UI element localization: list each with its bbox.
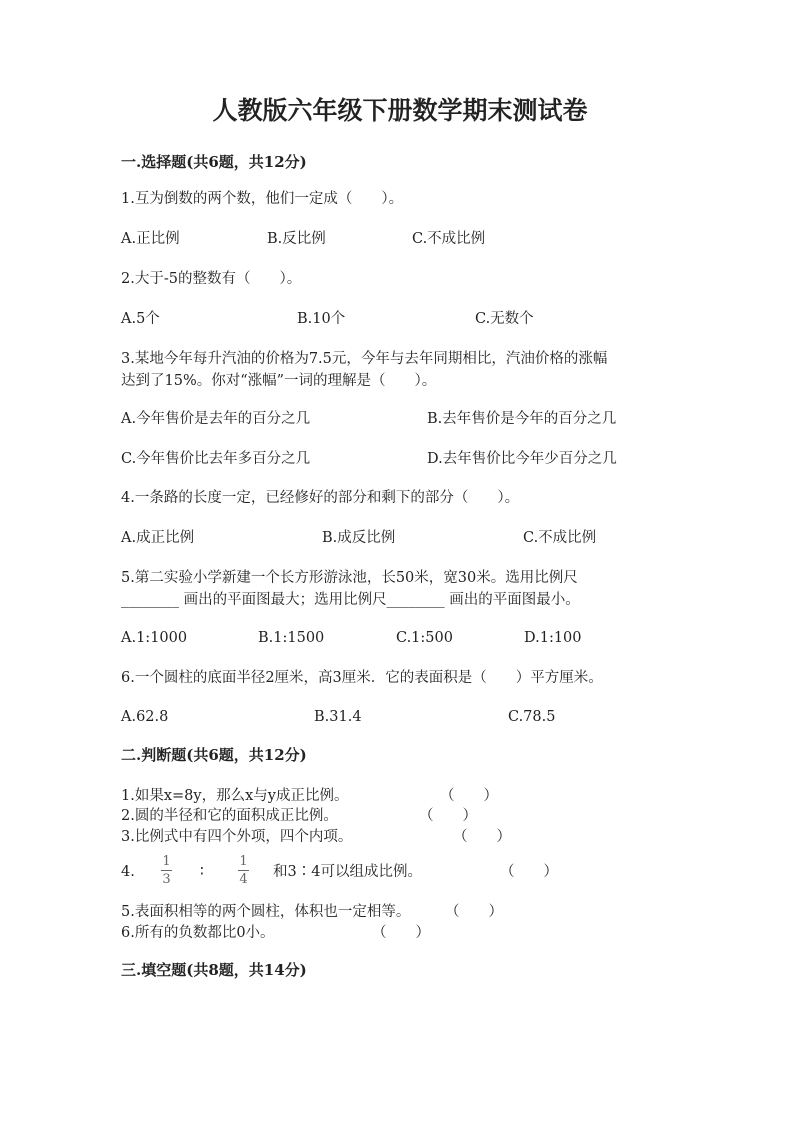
judgement-3-paren: （ ） (453, 829, 511, 845)
question-4-option-c: C.不成比例 (523, 530, 597, 546)
question-5-stem-line2: ________ 画出的平面图最大；选用比例尺________ 画出的平面图最小。 (121, 592, 580, 608)
question-1-stem: 1.互为倒数的两个数，他们一定成（ ）。 (121, 191, 404, 207)
question-4-option-a: A.成正比例 (121, 530, 195, 546)
judgement-6-paren: （ ） (372, 925, 430, 941)
question-2-option-c: C.无数个 (475, 311, 534, 327)
fraction-bar (238, 870, 249, 871)
question-6-stem: 6.一个圆柱的底面半径2厘米，高3厘米．它的表面积是（ ）平方厘米。 (121, 670, 603, 686)
question-2-option-b: B.10个 (297, 311, 346, 327)
question-5-option-b: B.1:1500 (258, 630, 325, 646)
section-heading-choice: 一.选择题(共6题，共12分) (121, 153, 307, 171)
judgement-2-text: 2.圆的半径和它的面积成正比例。 (121, 808, 338, 824)
question-3-option-c: C.今年售价比去年多百分之几 (121, 451, 311, 467)
question-6-option-b: B.31.4 (314, 709, 362, 725)
question-3-option-d: D.去年售价比今年少百分之几 (427, 451, 617, 467)
judgement-5-text: 5.表面积相等的两个圆柱，体积也一定相等。 (121, 904, 411, 920)
fraction-denominator: 3 (162, 872, 171, 887)
judgement-6-text: 6.所有的负数都比0小。 (121, 925, 275, 941)
question-5-option-c: C.1:500 (396, 630, 453, 646)
question-1-option-b: B.反比例 (267, 231, 326, 247)
question-5-stem-line1: 5.第二实验小学新建一个长方形游泳池，长50米，宽30米。选用比例尺 (121, 570, 578, 586)
judgement-4-fraction-one-quarter (238, 854, 249, 887)
judgement-4-fraction-one-third (161, 854, 172, 887)
judgement-5-paren: （ ） (445, 904, 503, 920)
judgement-4-tail: 和3∶4可以组成比例。 (273, 864, 422, 880)
question-3-option-a: A.今年售价是去年的百分之几 (121, 411, 311, 427)
judgement-4-colon: ∶ (200, 864, 204, 880)
judgement-4-paren: （ ） (500, 864, 558, 880)
section-heading-fill-in: 三.填空题(共8题，共14分) (121, 961, 307, 979)
judgement-4-number: 4. (121, 864, 135, 880)
question-5-option-d: D.1:100 (524, 630, 582, 646)
section-heading-judgement: 二.判断题(共6题，共12分) (121, 746, 307, 764)
question-4-stem: 4.一条路的长度一定，已经修好的部分和剩下的部分（ ）。 (121, 490, 520, 506)
question-2-option-a: A.5个 (121, 311, 160, 327)
fraction-numerator: 1 (239, 854, 248, 869)
fraction-denominator: 4 (239, 872, 248, 887)
page-title: 人教版六年级下册数学期末测试卷 (212, 96, 588, 125)
judgement-2-paren: （ ） (419, 808, 477, 824)
question-6-option-a: A.62.8 (121, 709, 169, 725)
question-3-stem-line2: 达到了15%。你对“涨幅”一词的理解是（ ）。 (121, 373, 437, 389)
question-1-option-c: C.不成比例 (412, 231, 486, 247)
judgement-1-text: 1.如果x=8y，那么x与y成正比例。 (121, 788, 349, 804)
question-3-option-b: B.去年售价是今年的百分之几 (427, 411, 617, 427)
question-6-option-c: C.78.5 (508, 709, 556, 725)
question-5-option-a: A.1:1000 (121, 630, 188, 646)
judgement-3-text: 3.比例式中有四个外项，四个内项。 (121, 829, 353, 845)
question-2-stem: 2.大于-5的整数有（ ）。 (121, 271, 302, 287)
judgement-1-paren: （ ） (440, 788, 498, 804)
question-3-stem-line1: 3.某地今年每升汽油的价格为7.5元，今年与去年同期相比，汽油价格的涨幅 (121, 351, 608, 367)
question-4-option-b: B.成反比例 (322, 530, 396, 546)
fraction-bar (161, 870, 172, 871)
fraction-numerator: 1 (162, 854, 171, 869)
question-1-option-a: A.正比例 (121, 231, 180, 247)
